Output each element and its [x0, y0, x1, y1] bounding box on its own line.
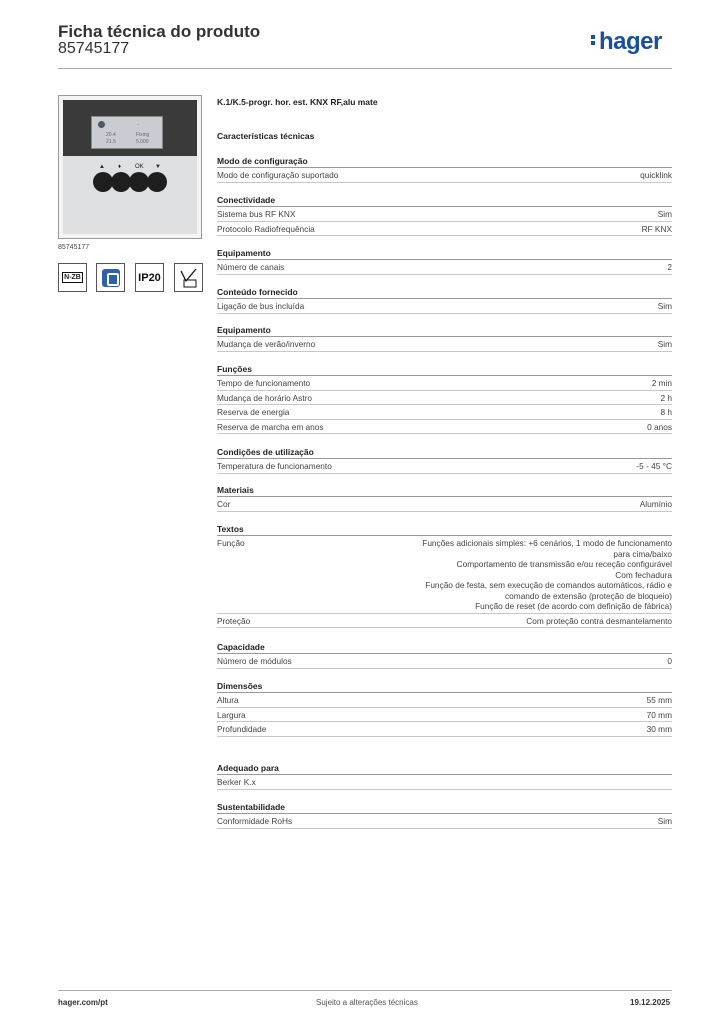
spec-value-line: Com proteção contra desmantelamento	[526, 615, 672, 626]
spec-row	[217, 337, 672, 352]
spec-value-line: Comportamento de transmissão e/ou receção configurável	[456, 559, 672, 569]
spec-section-title: Adequado para	[217, 762, 672, 775]
spec-value-line: 55 mm	[646, 695, 672, 705]
spec-value-line: RF KNX	[641, 223, 672, 234]
spec-row	[217, 722, 672, 737]
spec-row	[217, 260, 672, 275]
spec-value	[217, 262, 672, 273]
spec-value	[217, 724, 672, 735]
brand-name: hager	[599, 28, 662, 55]
spec-row	[217, 168, 672, 183]
spec-value-line: 30 mm	[646, 724, 672, 734]
spec-label: Proteção	[217, 615, 251, 626]
spec-section-title: Conteúdo fornecido	[217, 286, 672, 299]
spec-value-line: Sim	[657, 339, 672, 349]
spec-value-line	[367, 777, 672, 788]
spec-value-line: quicklink	[640, 170, 672, 180]
spec-value-line: Função de reset (de acordo com definição de fábrica)	[475, 601, 672, 611]
spec-value	[217, 616, 672, 627]
device-label-down: ▼	[155, 164, 161, 170]
screen-value-4: 5.000	[136, 139, 149, 145]
spec-label: Tempo de funcionamento	[217, 378, 311, 388]
device-label-ok: OK	[135, 164, 144, 170]
spec-value-line: 0 anos	[647, 421, 672, 432]
product-code: 85745177	[58, 40, 130, 57]
spec-value-line: 2 h	[660, 392, 672, 403]
spec-row	[217, 299, 672, 314]
spec-label: Reserva de marcha em anos	[217, 421, 324, 432]
spec-row	[217, 814, 672, 829]
spec-section	[217, 523, 672, 628]
spec-row	[217, 405, 672, 420]
spec-value-line: para cima/baixo	[613, 548, 672, 559]
spec-section-title: Funções	[217, 363, 672, 376]
spec-value-line: 2 min	[651, 378, 672, 388]
spec-section-title: Textos	[217, 523, 672, 536]
spec-row	[217, 222, 672, 237]
spec-row	[217, 459, 672, 474]
logo-dots-icon	[591, 33, 597, 47]
knx-rf-icon	[58, 263, 87, 292]
device-button-1	[93, 172, 113, 192]
spec-label: Sistema bus RF KNX	[217, 209, 296, 219]
spec-value-line: Sim	[657, 816, 672, 826]
spec-value-line: Com fechadura	[615, 569, 672, 580]
ip20-label: IP20	[138, 271, 161, 284]
footer-divider	[58, 990, 672, 991]
spec-value-line: Sim	[657, 209, 672, 219]
spec-section-title: Equipamento	[217, 247, 672, 260]
spec-section	[217, 446, 672, 474]
spec-section-title: Modo de configuração	[217, 155, 672, 168]
spec-label: Altura	[217, 695, 239, 705]
spec-value	[217, 538, 672, 612]
spec-row	[217, 376, 672, 391]
spec-label: Modo de configuração suportado	[217, 170, 339, 180]
spec-label: Largura	[217, 709, 246, 720]
screen-arrow-icon: ←	[136, 121, 141, 127]
spec-row	[217, 775, 672, 790]
device-button-4	[147, 172, 167, 192]
device-button-2	[111, 172, 131, 192]
spec-label: Berker K.x	[217, 777, 256, 787]
device-label-up: ▲	[99, 164, 105, 170]
spec-label: Protocolo Radiofrequência	[217, 223, 315, 234]
knx-rf-label: N-ZB	[64, 274, 81, 281]
spec-label: Temperatura de funcionamento	[217, 461, 332, 471]
spec-section-title: Sustentabilidade	[217, 801, 672, 814]
spec-value	[217, 695, 672, 706]
spec-value	[217, 499, 672, 510]
product-image	[58, 95, 202, 239]
spec-section-title: Materiais	[217, 484, 672, 497]
spec-value-line: 0	[667, 656, 672, 666]
spec-label: Mudança de horário Astro	[217, 392, 313, 403]
page-title: Ficha técnica do produto	[58, 22, 261, 41]
spec-row	[217, 391, 672, 406]
spec-section-title: Capacidade	[217, 641, 672, 654]
quicklink-icon	[96, 263, 125, 292]
spec-value-line: Sim	[657, 301, 672, 311]
spec-value-line: Alumínio	[639, 499, 672, 509]
device-label-mode: ♦	[118, 164, 122, 170]
image-caption: 85745177	[58, 244, 90, 251]
spec-label: Cor	[217, 499, 231, 509]
spec-label: Número de canais	[217, 262, 285, 272]
spec-label: Mudança de verão/inverno	[217, 339, 316, 349]
spec-section	[217, 641, 672, 669]
spec-section	[217, 247, 672, 275]
spec-section	[217, 363, 672, 434]
footer-website[interactable]: hager.com/pt	[58, 998, 108, 1007]
spec-row	[217, 497, 672, 512]
spec-value-line: Funções adicionais simples: +6 cenários, 1 modo de funcionamento	[422, 538, 672, 548]
spec-label: Profundidade	[217, 724, 267, 734]
spec-section	[217, 324, 672, 352]
spec-section-title: Condições de utilização	[217, 446, 672, 459]
spec-row	[217, 207, 672, 222]
spec-value-line: -5 - 45 °C	[636, 461, 672, 471]
screen-clock-icon	[98, 121, 105, 128]
section-heading: Características técnicas	[217, 131, 315, 141]
rohs-symbol	[178, 267, 200, 289]
spec-value-line: 2	[667, 262, 672, 272]
spec-section	[217, 680, 672, 737]
spec-value-line: comando de extensão (proteção de bloqueio)	[505, 590, 672, 601]
rohs-icon	[174, 263, 203, 292]
spec-row	[217, 536, 672, 614]
spec-label: Número de módulos	[217, 656, 292, 666]
quicklink-symbol	[102, 269, 120, 287]
spec-row	[217, 708, 672, 723]
brand-logo	[591, 28, 662, 56]
spec-row	[217, 693, 672, 708]
spec-section	[217, 286, 672, 314]
spec-label: Reserva de energia	[217, 407, 290, 417]
spec-row	[217, 614, 672, 629]
header-divider	[58, 68, 672, 69]
device-screen	[91, 116, 163, 149]
spec-value	[217, 777, 672, 788]
spec-value	[217, 710, 672, 721]
spec-section-title: Conectividade	[217, 194, 672, 207]
spec-value-line: 8 h	[660, 407, 672, 417]
footer-date: 19.12.2025	[630, 998, 671, 1007]
spec-value-line: 70 mm	[646, 709, 672, 720]
spec-section	[217, 484, 672, 512]
spec-value-line: Função de festa, sem execução de comandos automáticos, rádio e	[425, 580, 672, 590]
product-name: K.1/K.5-progr. hor. est. KNX RF,alu mate	[217, 97, 378, 107]
spec-section-title: Equipamento	[217, 324, 672, 337]
spec-section	[217, 194, 672, 236]
spec-row	[217, 420, 672, 435]
device-button-3	[129, 172, 149, 192]
spec-section	[217, 801, 672, 829]
screen-value-2: 21.5	[106, 139, 116, 145]
spec-section	[217, 762, 672, 790]
screen-value-3: Fixing	[136, 132, 150, 138]
device-bottom	[63, 156, 197, 234]
screen-value-1: 20.4	[106, 132, 116, 138]
spec-section-title: Dimensões	[217, 680, 672, 693]
spec-label: Função	[217, 538, 245, 548]
footer-disclaimer: Sujeito a alterações técnicas	[316, 998, 418, 1007]
spec-section	[217, 155, 672, 183]
spec-label: Ligação de bus incluída	[217, 301, 305, 311]
spec-label: Conformidade RoHs	[217, 816, 293, 826]
spec-row	[217, 654, 672, 669]
ip20-icon	[135, 263, 164, 292]
